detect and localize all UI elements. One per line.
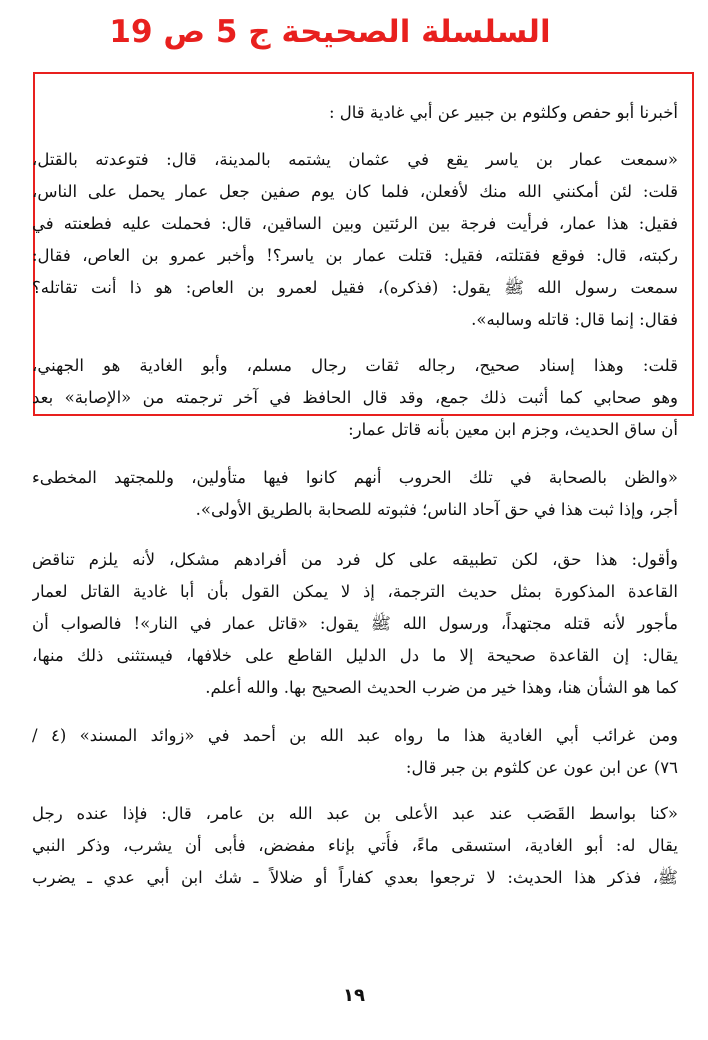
text-line: أجر، وإذا ثبت هذا في حق آحاد الناس؛ فثبوته للصحابة بالطريق الأولى».	[195, 500, 678, 519]
text-line: قلت: لئن أمكنني الله منك لأفعلن، فلما كان يوم صفين جعل عمار يحمل على الناس،	[32, 182, 678, 201]
text-line: فقال: إنما قال: قاتله وسالبه».	[471, 310, 678, 329]
text-line: وهو صحابي كما أثبت ذلك جمع، وقد قال الحافظ في آخر ترجمته من «الإصابة» بعد	[32, 388, 678, 407]
text-line: كما هو الشأن هنا، وهذا خير من ضرب الحديث الصحيح بها. والله أعلم.	[205, 678, 678, 697]
text-line: قلت: وهذا إسناد صحيح، رجاله ثقات رجال مسلم، وأبو الغادية هو الجهني،	[32, 356, 678, 375]
page-title: السلسلة الصحيحة ج 5 ص 19	[109, 14, 551, 50]
text-line: مأجور لأنه قتله مجتهداً، ورسول الله ﷺ يقول: «قاتل عمار في النار»! فالصواب أن	[32, 614, 678, 633]
text-line: «سمعت عمار بن ياسر يقع في عثمان يشتمه بالمدينة، قال: فتوعدته بالقتل،	[32, 150, 678, 169]
text-line: يقال له: أبو الغادية، استسقى ماءً، فأُتي بإناء مفضض، فأبى أن يشرب، وذكر النبي	[32, 836, 678, 855]
text-line: ركبته، قال: فوقع فقتلته، فقيل: قتلت عمار بن ياسر؟! وأخبر عمرو بن العاص، فقال:	[32, 246, 678, 265]
text-line: القاعدة المذكورة بمثل حديث الترجمة، إذ لا يمكن القول بأن أبا غادية القاتل لعمار	[32, 582, 678, 601]
text-line: «كنا بواسط القَصَب عند عبد الأعلى بن عبد الله بن عامر، قال: فإذا عنده رجل	[32, 804, 678, 823]
text-line: وأقول: هذا حق، لكن تطبيقه على كل فرد من أفرادهم مشكل، لأنه يلزم تناقض	[32, 550, 678, 569]
page-number: ١٩	[343, 985, 365, 1006]
text-line: ﷺ، فذكر هذا الحديث: لا ترجعوا بعدي كفاراً أو ضلالاً ـ شك ابن أبي عدي ـ يضرب	[32, 868, 678, 887]
text-line: «والظن بالصحابة في تلك الحروب أنهم كانوا فيها متأولين، وللمجتهد المخطىء	[32, 468, 678, 487]
text-line: يقال: إن القاعدة صحيحة إلا ما دل الدليل القاطع على خلافها، فيستثنى ذلك منها،	[32, 646, 678, 665]
text-line: أخبرنا أبو حفص وكلثوم بن جبير عن أبي غادية قال :	[328, 103, 678, 122]
text-line: ومن غرائب أبي الغادية هذا ما رواه عبد الله بن أحمد في «زوائد المسند» (٤ /	[32, 726, 678, 745]
text-line: فقيل: هذا عمار، فرأيت فرجة بين الرئتين وبين الساقين، قال: فحملت عليه فطعنته في	[32, 214, 678, 233]
text-line: سمعت رسول الله ﷺ يقول: (فذكره)، فقيل لعمرو بن العاص: هو ذا أنت تقاتله؟	[32, 278, 678, 297]
text-line: أن ساق الحديث، وجزم ابن معين بأنه قاتل عمار:	[348, 420, 678, 439]
text-line: ٧٦) عن ابن عون عن كلثوم بن جبر قال:	[405, 758, 678, 777]
